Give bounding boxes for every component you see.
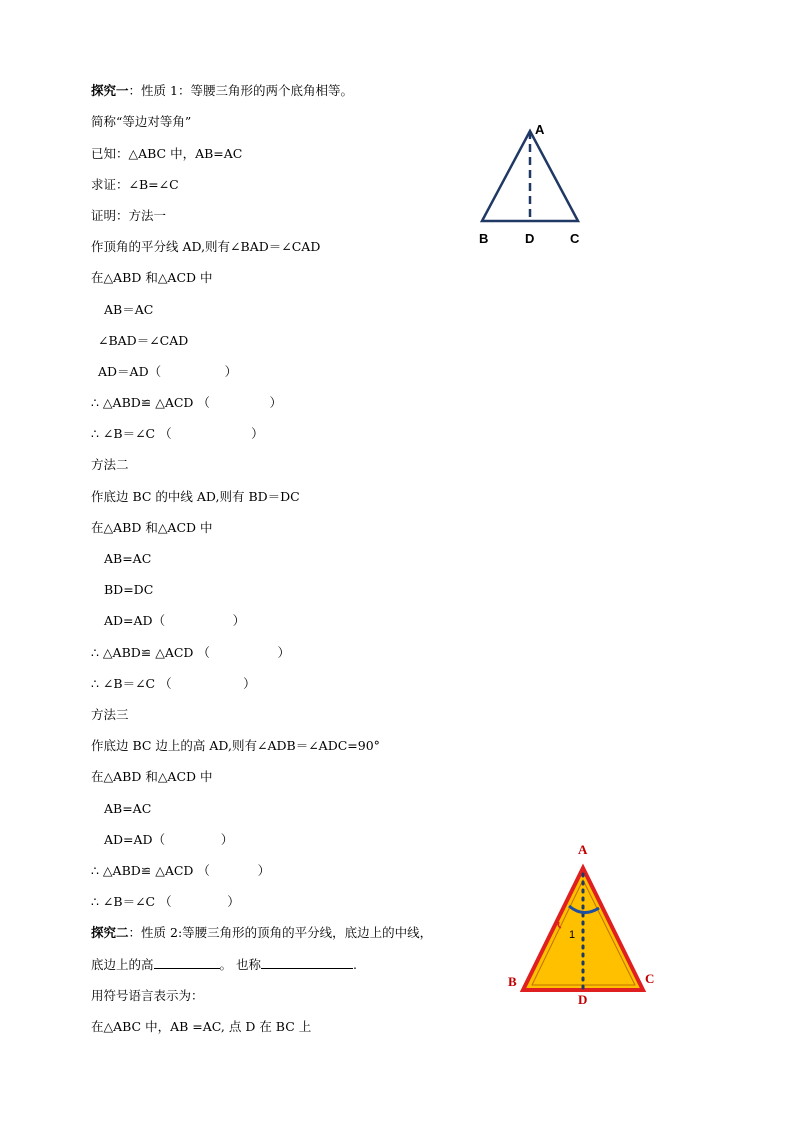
m1-step2: ∠BAD＝∠CAD [98, 333, 189, 348]
short-name: 简称“等边对等角” [91, 114, 192, 129]
figure1-label-c: C [570, 231, 580, 246]
blank-1[interactable] [154, 956, 220, 969]
figure2-label-c: C [645, 971, 655, 986]
m2-label: 方法二 [91, 457, 129, 472]
m3-step2: AD=AD（ ） [104, 832, 234, 847]
prove-statement: 求证：∠B=∠C [91, 177, 179, 192]
m1-step3: AD＝AD（ ） [98, 364, 238, 379]
m2-step1: AB=AC [104, 551, 152, 566]
figure2-angle-label: 1 [569, 929, 576, 941]
m2-step2: BD=DC [104, 582, 154, 597]
figure1-label-a: A [535, 122, 545, 137]
figure2-label-a: A [578, 842, 588, 857]
m1-construct: 作顶角的平分线 AD,则有∠BAD＝∠CAD [91, 239, 321, 254]
figure1-label-b: B [479, 231, 489, 246]
m3-construct: 作底边 BC 边上的高 AD,则有∠ADB＝∠ADC=90° [91, 738, 380, 753]
symbolic-label: 用符号语言表示为： [91, 988, 204, 1003]
m3-step1: AB=AC [104, 801, 152, 816]
m3-in-triangles: 在△ABD 和△ACD 中 [91, 769, 213, 784]
m3-conclusion1: ∴ △ABD≌ △ACD （ ） [91, 863, 271, 878]
figure2-triangle [495, 838, 670, 1013]
section2-heading: 探究二：性质 2:等腰三角形的顶角的平分线，底边上的中线， [91, 925, 433, 940]
figure2-label-d: D [578, 992, 588, 1007]
proof-label: 证明：方法一 [91, 208, 167, 223]
section2-line2: 底边上的高 。 也称 . [91, 957, 357, 972]
given-statement: 已知：△ABC 中，AB=AC [91, 146, 243, 161]
blank-2[interactable] [261, 956, 353, 969]
m2-in-triangles: 在△ABD 和△ACD 中 [91, 520, 213, 535]
figure1-label-d: D [525, 231, 535, 246]
m1-conclusion1: ∴ △ABD≌ △ACD （ ） [91, 395, 283, 410]
m2-conclusion1: ∴ △ABD≌ △ACD （ ） [91, 645, 290, 660]
m3-conclusion2: ∴ ∠B＝∠C （ ） [91, 894, 240, 909]
figure1-triangle [470, 118, 600, 253]
m3-label: 方法三 [91, 707, 129, 722]
section2-given: 在△ABC 中，AB =AC, 点 D 在 BC 上 [91, 1019, 312, 1034]
m1-step1: AB＝AC [104, 302, 154, 317]
m2-construct: 作底边 BC 的中线 AD,则有 BD＝DC [91, 489, 300, 504]
m1-conclusion2: ∴ ∠B＝∠C （ ） [91, 426, 264, 441]
m1-in-triangles: 在△ABD 和△ACD 中 [91, 270, 213, 285]
m2-conclusion2: ∴ ∠B＝∠C （ ） [91, 676, 256, 691]
figure2-label-b: B [508, 974, 517, 989]
m2-step3: AD=AD（ ） [104, 613, 246, 628]
section1-heading: 探究一：性质 1：等腰三角形的两个底角相等。 [91, 83, 353, 98]
